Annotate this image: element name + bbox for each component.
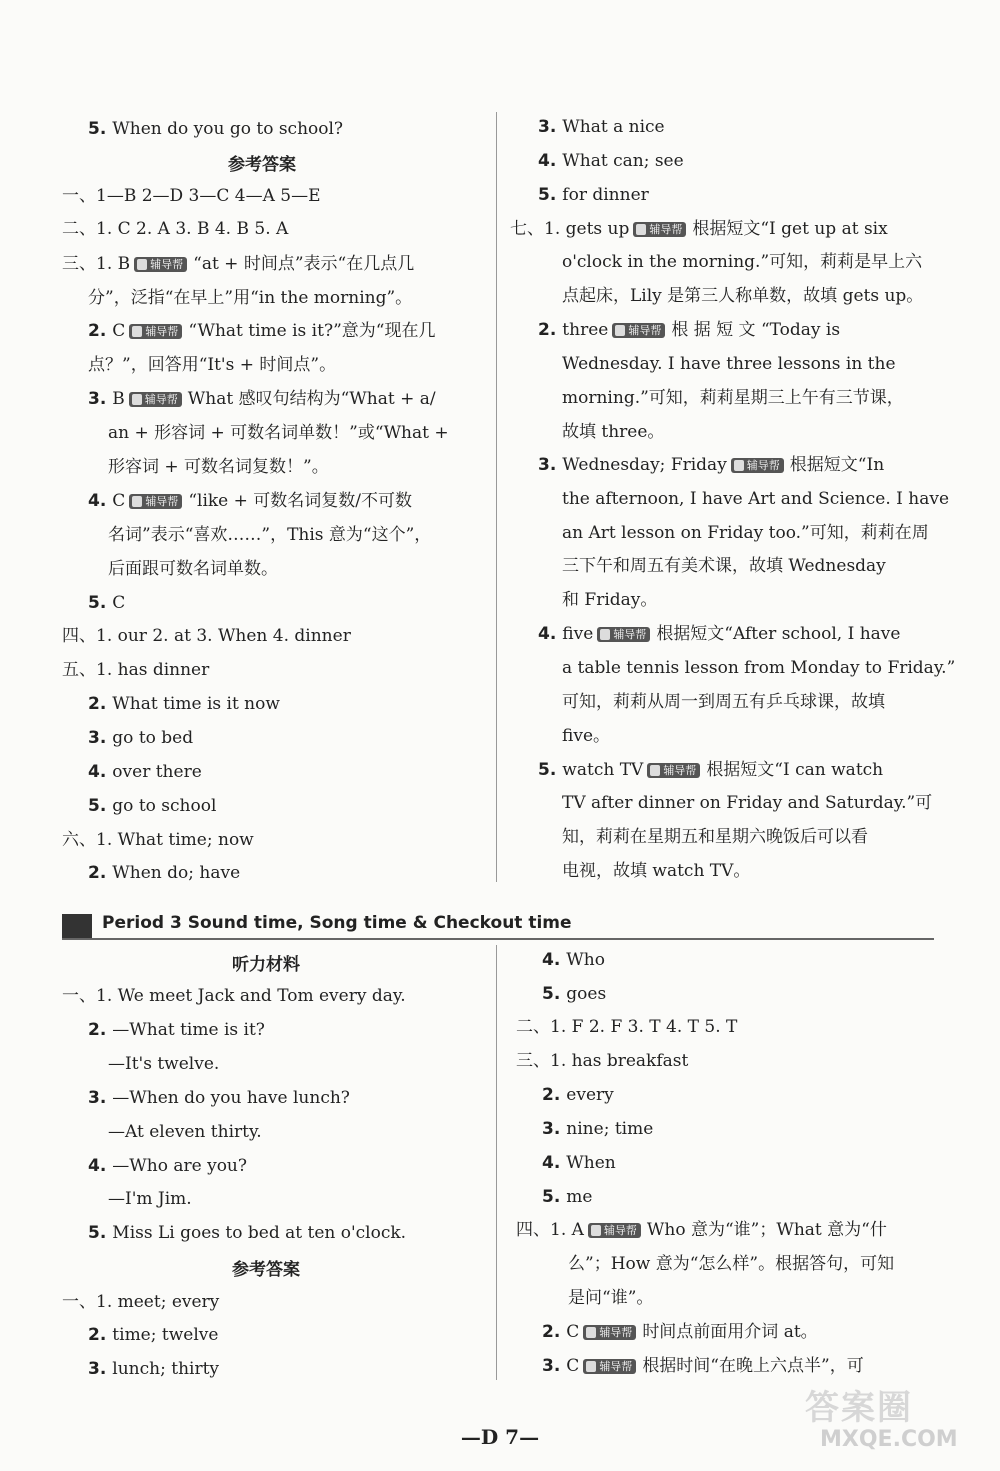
answer-text: 点？”，回答用“It's + 时间点”。 bbox=[88, 355, 337, 375]
answer-line bbox=[562, 251, 922, 273]
answer-line bbox=[562, 522, 929, 544]
answer-line bbox=[108, 1121, 262, 1143]
item-number: 2. bbox=[88, 694, 107, 714]
answer-text: 形容词 + 可数名词复数！”。 bbox=[108, 457, 329, 477]
answer-line bbox=[562, 488, 949, 510]
item-number: 4. bbox=[538, 624, 557, 644]
explanation-text: 根据短文“I can watch bbox=[706, 760, 884, 780]
item-number: 3. bbox=[88, 389, 107, 409]
answer-line bbox=[562, 826, 868, 848]
item-number: 2. bbox=[88, 863, 107, 883]
explanation-text: Who 意为“谁”；What 意为“什 bbox=[646, 1220, 887, 1240]
answer-text: 么”；How 意为“怎么样”。根据答句，可知 bbox=[568, 1254, 895, 1274]
answer-text: three bbox=[562, 320, 609, 340]
section-heading: 听力材料 bbox=[232, 955, 300, 975]
answer-text: 五、1. has dinner bbox=[62, 660, 210, 680]
item-number: 2. bbox=[88, 1020, 107, 1040]
section-heading: 参考答案 bbox=[232, 1260, 300, 1280]
answer-text: 一、1. meet; every bbox=[62, 1292, 220, 1312]
answer-text: When bbox=[566, 1153, 616, 1173]
answer-line bbox=[88, 388, 436, 410]
answer-line bbox=[538, 184, 649, 206]
answer-line bbox=[88, 693, 280, 715]
answer-text: —Who are you? bbox=[112, 1156, 247, 1176]
explanation-text: 时间点前面用介词 at。 bbox=[642, 1322, 818, 1342]
answer-text: 四、1. A bbox=[516, 1220, 584, 1240]
answer-line bbox=[562, 353, 896, 375]
item-number: 2. bbox=[88, 1325, 107, 1345]
answer-text: When do you go to school? bbox=[112, 119, 344, 139]
answer-text: 电视，故填 watch TV。 bbox=[562, 861, 751, 881]
item-number: 5. bbox=[542, 984, 561, 1004]
answer-text: 二、1. F 2. F 3. T 4. T 5. T bbox=[516, 1017, 738, 1037]
section-heading: 参考答案 bbox=[228, 155, 296, 175]
answer-text: 名词”表示“喜欢……”，This 意为“这个”， bbox=[108, 525, 432, 545]
answer-text: TV after dinner on Friday and Saturday.”可 bbox=[562, 793, 933, 813]
answer-line bbox=[62, 1291, 219, 1313]
tutor-badge-icon: 辅导帮 bbox=[612, 323, 665, 338]
answer-text: every bbox=[566, 1085, 614, 1105]
answer-line bbox=[108, 1053, 219, 1075]
answer-text: Wednesday; Friday bbox=[562, 455, 727, 475]
answer-text: time; twelve bbox=[112, 1325, 219, 1345]
answer-line bbox=[88, 862, 240, 884]
answer-line bbox=[562, 860, 750, 882]
answer-line bbox=[88, 1087, 350, 1109]
answer-text: 和 Friday。 bbox=[562, 590, 658, 610]
period-tag-icon bbox=[62, 914, 92, 938]
answer-line bbox=[108, 456, 329, 478]
item-number: 4. bbox=[88, 1156, 107, 1176]
answer-text: for dinner bbox=[562, 185, 649, 205]
item-number: 5. bbox=[88, 593, 107, 613]
item-number: 2. bbox=[542, 1085, 561, 1105]
answer-line bbox=[62, 218, 288, 240]
answer-line bbox=[516, 1016, 737, 1038]
answer-line bbox=[516, 1050, 688, 1072]
answer-text: —It's twelve. bbox=[108, 1054, 220, 1074]
answer-text: morning.”可知，莉莉星期三上午有三节课， bbox=[562, 388, 904, 408]
answer-text: 三、1. B bbox=[62, 254, 131, 274]
answer-line bbox=[62, 185, 321, 207]
answer-text: What a nice bbox=[562, 117, 665, 137]
answer-text: C bbox=[112, 491, 126, 511]
answer-text: Who bbox=[566, 950, 605, 970]
answer-text: C bbox=[566, 1322, 580, 1342]
answer-line bbox=[88, 354, 336, 376]
answer-line bbox=[562, 792, 932, 814]
item-number: 2. bbox=[542, 1322, 561, 1342]
answer-text: the afternoon, I have Art and Science. I have bbox=[562, 489, 950, 509]
answer-text: 二、1. C 2. A 3. B 4. B 5. A bbox=[62, 219, 289, 239]
answer-text: 分”，泛指“在早上”用“in the morning”。 bbox=[88, 288, 413, 308]
answer-text: watch TV bbox=[562, 760, 644, 780]
item-number: 4. bbox=[542, 1153, 561, 1173]
tutor-badge-icon: 辅导帮 bbox=[134, 257, 187, 272]
answer-line bbox=[562, 555, 886, 577]
answer-text: an Art lesson on Friday too.”可知，莉莉在周 bbox=[562, 523, 929, 543]
answer-line bbox=[88, 118, 343, 140]
item-number: 5. bbox=[88, 119, 107, 139]
explanation-text: 根据短文“After school, I have bbox=[656, 624, 901, 644]
answer-line bbox=[88, 490, 412, 512]
answer-line bbox=[562, 387, 904, 409]
explanation-text: What 感叹句结构为“What + a/ bbox=[187, 389, 436, 409]
item-number: 3. bbox=[88, 728, 107, 748]
answer-text: —When do you have lunch? bbox=[112, 1088, 350, 1108]
answer-text: 可知，莉莉从周一到周五有乒乓球课，故填 bbox=[562, 692, 885, 712]
answer-text: 三、1. has breakfast bbox=[516, 1051, 689, 1071]
answer-line bbox=[62, 985, 406, 1007]
answer-text: a table tennis lesson from Monday to Friday.” bbox=[562, 658, 956, 678]
item-number: 2. bbox=[88, 321, 107, 341]
answer-line bbox=[538, 150, 684, 172]
answer-text: When do; have bbox=[112, 863, 241, 883]
explanation-text: “like + 可数名词复数/不可数 bbox=[188, 491, 413, 511]
tutor-badge-icon: 辅导帮 bbox=[633, 222, 686, 237]
answer-line bbox=[562, 657, 955, 679]
tutor-badge-icon: 辅导帮 bbox=[129, 494, 182, 509]
answer-line bbox=[88, 761, 202, 783]
answer-line bbox=[538, 319, 840, 341]
answer-line bbox=[538, 759, 883, 781]
answer-line bbox=[542, 1355, 864, 1377]
answer-text: 七、1. gets up bbox=[510, 219, 630, 239]
answer-text: 故填 three。 bbox=[562, 422, 665, 442]
explanation-text: 根据时间“在晚上六点半”，可 bbox=[642, 1356, 864, 1376]
item-number: 4. bbox=[542, 950, 561, 970]
answer-line bbox=[538, 454, 884, 476]
answer-text: C bbox=[112, 593, 126, 613]
answer-line bbox=[108, 524, 431, 546]
answer-text: over there bbox=[112, 762, 202, 782]
answer-line bbox=[88, 320, 435, 342]
watermark-url: MXQE.COM bbox=[820, 1427, 958, 1452]
answer-text: —What time is it? bbox=[112, 1020, 265, 1040]
tutor-badge-icon: 辅导帮 bbox=[731, 458, 784, 473]
answer-line bbox=[542, 1118, 653, 1140]
answer-text: What can; see bbox=[562, 151, 684, 171]
answer-line bbox=[538, 116, 665, 138]
answer-text: o'clock in the morning.”可知，莉莉是早上六 bbox=[562, 252, 923, 272]
answer-text: nine; time bbox=[566, 1119, 654, 1139]
answer-text: five bbox=[562, 624, 594, 644]
answer-text: go to bed bbox=[112, 728, 194, 748]
watermark-logo: 答案圈 bbox=[805, 1388, 913, 1428]
item-number: 3. bbox=[88, 1088, 107, 1108]
item-number: 3. bbox=[538, 455, 557, 475]
answer-line bbox=[510, 218, 888, 240]
item-number: 3. bbox=[88, 1359, 107, 1379]
item-number: 4. bbox=[88, 762, 107, 782]
answer-text: B bbox=[112, 389, 125, 409]
answer-line bbox=[88, 795, 216, 817]
answer-text: What time is it now bbox=[112, 694, 280, 714]
answer-line bbox=[542, 1152, 616, 1174]
answer-text: 是问“谁”。 bbox=[568, 1288, 654, 1308]
answer-line bbox=[88, 727, 193, 749]
item-number: 5. bbox=[538, 760, 557, 780]
answer-line bbox=[62, 625, 351, 647]
answer-line bbox=[562, 421, 664, 443]
answer-text: an + 形容词 + 可数名词单数！”或“What + bbox=[108, 423, 449, 443]
answer-line bbox=[562, 725, 610, 747]
answer-text: 四、1. our 2. at 3. When 4. dinner bbox=[62, 626, 351, 646]
top-column-divider bbox=[496, 112, 497, 882]
explanation-text: 根 据 短 文 “Today is bbox=[671, 320, 841, 340]
answer-line bbox=[88, 1358, 219, 1380]
answer-line bbox=[562, 691, 885, 713]
item-number: 5. bbox=[88, 796, 107, 816]
answer-line bbox=[542, 1321, 818, 1343]
answer-line bbox=[516, 1219, 887, 1241]
explanation-text: 根据短文“In bbox=[789, 455, 885, 475]
answer-line bbox=[88, 1155, 247, 1177]
answer-line bbox=[108, 558, 278, 580]
bottom-column-divider bbox=[496, 945, 497, 1380]
answer-line bbox=[562, 285, 923, 307]
tutor-badge-icon: 辅导帮 bbox=[597, 627, 650, 642]
answer-line bbox=[62, 829, 254, 851]
answer-line bbox=[108, 1188, 192, 1210]
answer-text: go to school bbox=[112, 796, 217, 816]
answer-line bbox=[88, 1019, 265, 1041]
answer-text: Miss Li goes to bed at ten o'clock. bbox=[112, 1223, 407, 1243]
item-number: 5. bbox=[542, 1187, 561, 1207]
tutor-badge-icon: 辅导帮 bbox=[647, 763, 700, 778]
page-number: —D 7— bbox=[460, 1425, 540, 1449]
tutor-badge-icon: 辅导帮 bbox=[129, 324, 182, 339]
answer-line bbox=[62, 659, 209, 681]
explanation-text: 根据短文“I get up at six bbox=[692, 219, 888, 239]
tutor-badge-icon: 辅导帮 bbox=[588, 1223, 641, 1238]
period-header bbox=[62, 912, 934, 940]
answer-line bbox=[542, 949, 605, 971]
answer-text: —At eleven thirty. bbox=[108, 1122, 262, 1142]
answer-line bbox=[562, 589, 657, 611]
answer-text: 一、1. We meet Jack and Tom every day. bbox=[62, 986, 406, 1006]
item-number: 3. bbox=[542, 1119, 561, 1139]
item-number: 5. bbox=[88, 1223, 107, 1243]
explanation-text: “What time is it?”意为“现在几 bbox=[188, 321, 436, 341]
answer-text: C bbox=[566, 1356, 580, 1376]
answer-text: 六、1. What time; now bbox=[62, 830, 254, 850]
answer-text: five。 bbox=[562, 726, 611, 746]
answer-text: C bbox=[112, 321, 126, 341]
answer-line bbox=[568, 1287, 653, 1309]
answer-line bbox=[88, 287, 412, 309]
tutor-badge-icon: 辅导帮 bbox=[129, 392, 182, 407]
item-number: 2. bbox=[538, 320, 557, 340]
item-number: 5. bbox=[538, 185, 557, 205]
answer-text: —I'm Jim. bbox=[108, 1189, 192, 1209]
answer-text: me bbox=[566, 1187, 593, 1207]
answer-text: 一、1—B 2—D 3—C 4—A 5—E bbox=[62, 186, 321, 206]
answer-text: lunch; thirty bbox=[112, 1359, 220, 1379]
period-title: Period 3 Sound time, Song time & Checkout time bbox=[102, 913, 572, 933]
answer-line bbox=[108, 422, 449, 444]
answer-line bbox=[568, 1253, 894, 1275]
item-number: 3. bbox=[542, 1356, 561, 1376]
answer-text: 三下午和周五有美术课，故填 Wednesday bbox=[562, 556, 886, 576]
tutor-badge-icon: 辅导帮 bbox=[583, 1359, 636, 1374]
answer-text: 点起床，Lily 是第三人称单数，故填 gets up。 bbox=[562, 286, 924, 306]
tutor-badge-icon: 辅导帮 bbox=[583, 1325, 636, 1340]
answer-line bbox=[538, 623, 900, 645]
answer-line bbox=[88, 1222, 406, 1244]
answer-text: 知，莉莉在星期五和星期六晚饭后可以看 bbox=[562, 827, 868, 847]
answer-line bbox=[542, 1186, 592, 1208]
answer-text: 后面跟可数名词单数。 bbox=[108, 559, 278, 579]
item-number: 4. bbox=[538, 151, 557, 171]
answer-line bbox=[542, 983, 606, 1005]
answer-line bbox=[62, 253, 414, 275]
answer-text: Wednesday. I have three lessons in the bbox=[562, 354, 896, 374]
explanation-text: “at + 时间点”表示“在几点几 bbox=[193, 254, 415, 274]
answer-text: goes bbox=[566, 984, 607, 1004]
answer-line bbox=[88, 592, 125, 614]
answer-line bbox=[542, 1084, 614, 1106]
item-number: 3. bbox=[538, 117, 557, 137]
answer-line bbox=[88, 1324, 218, 1346]
item-number: 4. bbox=[88, 491, 107, 511]
